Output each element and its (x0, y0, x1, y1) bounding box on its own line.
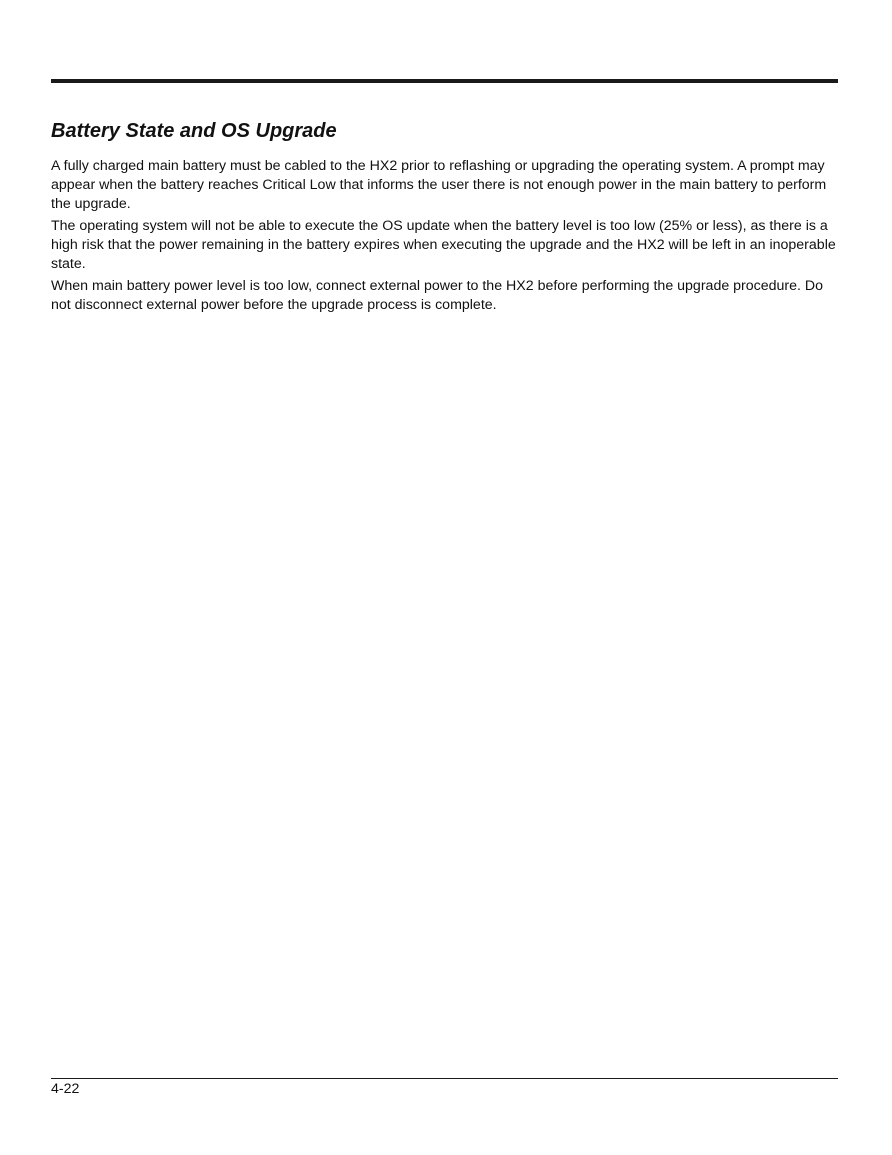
section-body (51, 157, 838, 318)
paragraph: When main battery power level is too low, connect external power to the HX2 before performing the upgrade procedure. Do not disconnect external power before the upgrade process is complete. (51, 278, 824, 313)
footer-rule (51, 1078, 838, 1079)
paragraph: A fully charged main battery must be cabled to the HX2 prior to reflashing or upgrading the operating system. A prompt may appear when the battery reaches Critical Low that informs the user there is not enough power in the main battery to perform the upgrade. (51, 158, 827, 212)
header-rule (51, 79, 838, 83)
paragraph: The operating system will not be able to execute the OS update when the battery level is too low (25% or less), as there is a high risk that the power remaining in the battery expires when executing the upgrade and the HX2 will be left in an inoperable state. (51, 218, 836, 272)
section-title: Battery State and OS Upgrade (51, 120, 337, 142)
page-number: 4-22 (51, 1081, 80, 1097)
